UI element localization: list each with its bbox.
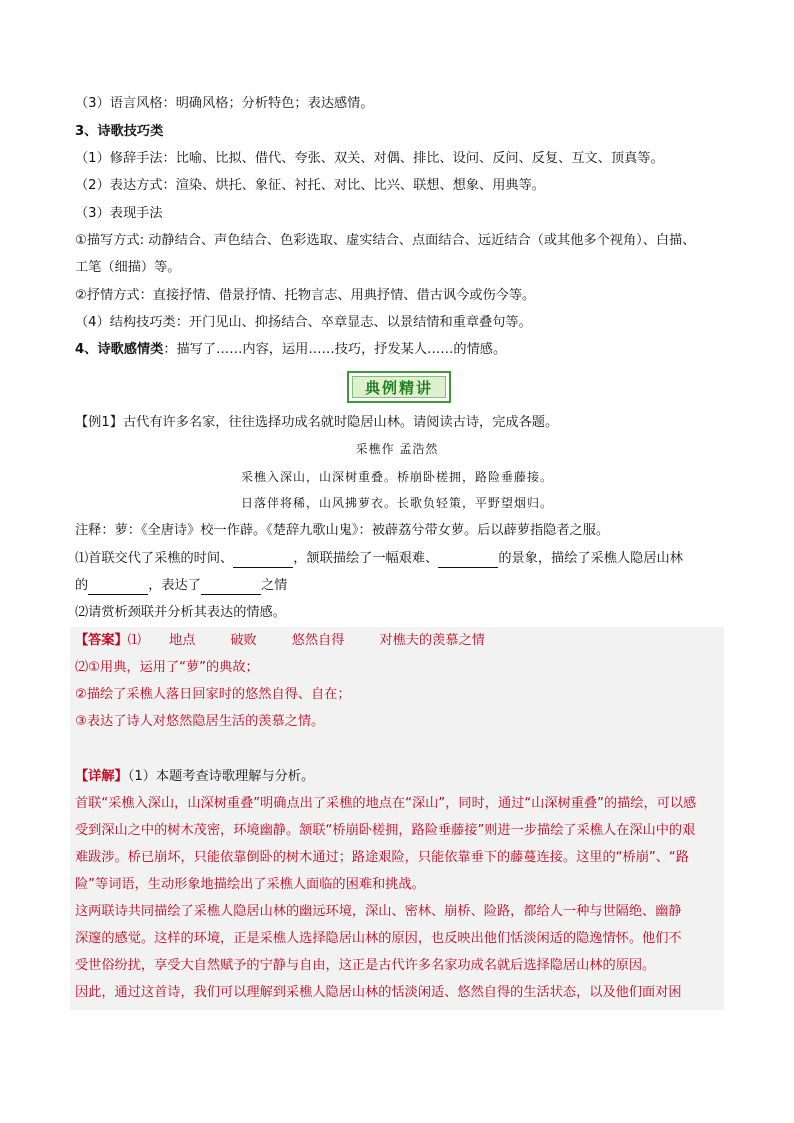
answer-3: 悠然自得 [291, 633, 345, 648]
lyric-methods-line: ②抒情方式：直接抒情、借景抒情、托物言志、用典抒情、借古讽今或伤今等。 [75, 288, 536, 303]
answer-2-line-2: ②描绘了采樵人落日回家时的悠然自得、自在； [75, 687, 351, 702]
answer-4: 对樵夫的羡慕之情 [379, 633, 485, 648]
detail-para-7: 受世俗纷扰，享受大自然赋予的宁静与自由，这正是古代许多名家功成名就后选择隐居山林的原因。 [75, 958, 656, 973]
blank-2[interactable] [438, 553, 498, 568]
detail-head-line [75, 768, 314, 786]
expression-line: （2）表达方式：渲染、烘托、象征、衬托、对比、比兴、联想、想象、用典等。 [75, 178, 545, 193]
detail-para-2: 受到深山之中的树木茂密，环境幽静。颔联“桥崩卧槎拥，路险垂藤接”则进一步描绘了采樵人在深山中的艰 [75, 823, 696, 838]
detail-para-6: 深邃的感觉。这样的环境，正是采樵人选择隐居山林的原因，也反映出他们恬淡闲适的隐逸情怀。他们不 [75, 931, 682, 946]
question-1-part-e: ，表达了 [148, 578, 201, 593]
answer-number: ⑴ [127, 633, 141, 648]
detail-para-1: 首联“采樵入深山，山深树重叠”明确点出了采樵的地点在“深山”，同时，通过“山深树重叠”的描绘，可以感 [75, 796, 697, 811]
emotion-line [75, 341, 506, 359]
question-1-part-a: ⑴首联交代了采樵的时间、 [75, 551, 234, 566]
emotion-text: ：描写了……内容，运用……技巧，抒发某人……的情感。 [163, 342, 507, 357]
description-methods-line: ①描写方式: 动静结合、声色结合、色彩选取、虚实结合、点面结合、远近结合（或其他多个视角）、白描、 [75, 233, 696, 248]
answer-2-line-1: ⑵①用典，运用了“萝”的典故； [75, 660, 259, 675]
answer-2: 破败 [230, 633, 257, 648]
detail-para-3: 难跋涉。桥已崩坏，只能依靠倒卧的树木通过；路途艰险，只能依靠垂下的藤蔓连接。这里的“桥崩”、“路 [75, 850, 689, 865]
description-methods-cont: 工笔（细描）等。 [75, 260, 181, 275]
question-1-part-d: 的 [75, 578, 89, 593]
language-style-line: （3）语言风格：明确风格；分析特色；表达感情。 [75, 96, 374, 111]
answer-2-line-3: ③表达了诗人对悠然隐居生活的羡慕之情。 [75, 714, 325, 729]
poem-line-1: 采樵入深山，山深树重叠。桥崩卧槎拥，路险垂藤接。 [240, 470, 553, 484]
blank-4[interactable] [201, 580, 261, 595]
question-1-part-b: ，颔联描绘了一幅艰难、 [293, 551, 439, 566]
example-intro-line [75, 414, 558, 432]
section-heading-poetry-emotion: 4、诗歌感情类 [75, 342, 164, 357]
detail-tag: 【详解】 [75, 769, 128, 784]
example-intro: 古代有许多名家，往往选择功成名就时隐居山林。请阅读古诗，完成各题。 [122, 415, 559, 430]
rhetoric-line: （1）修辞手法：比喻、比拟、借代、夸张、双关、对偶、排比、设问、反问、反复、互文、顶真等。 [75, 151, 664, 166]
poem-line-2: 日落伴将稀，山风拂萝衣。长歌负轻策，平野望烟归。 [240, 496, 553, 510]
answer-line-1 [75, 632, 485, 650]
detail-head: （1）本题考查诗歌理解与分析。 [127, 769, 315, 784]
presentation-heading: （3）表现手法 [75, 206, 163, 221]
blank-3[interactable] [88, 580, 148, 595]
section-heading-poetry-techniques: 3、诗歌技巧类 [75, 124, 164, 139]
answer-tag: 【答案】 [75, 633, 128, 648]
poem-title: 采樵作 孟浩然 [355, 442, 439, 456]
question-1-line-2 [75, 577, 287, 595]
answer-1: 地点 [168, 633, 196, 648]
poem-note: 注释：萝：《全唐诗》校一作薜。《楚辞九歌山鬼》：被薜荔兮带女萝。后以薜萝指隐者之服。 [75, 523, 610, 538]
question-2: ⑵请赏析颈联并分析其表达的情感。 [75, 605, 286, 620]
detail-para-8: 因此，通过这首诗，我们可以理解到采樵人隐居山林的恬淡闲适、悠然自得的生活状态，以及他们面对困 [75, 985, 682, 1000]
structure-line: （4）结构技巧类：开门见山、抑扬结合、卒章显志、以景结情和重章叠句等。 [75, 315, 532, 330]
example-banner [347, 371, 451, 403]
question-1-part-c: 的景象，描绘了采樵人隐居山林 [498, 551, 683, 566]
example-banner-label: 典例精讲 [352, 376, 446, 398]
example-tag: 【例1】 [75, 415, 123, 430]
detail-para-4: 险”等词语，生动形象地描绘出了采樵人面临的困难和挑战。 [75, 877, 425, 892]
question-1-line-1 [75, 550, 683, 568]
blank-1[interactable] [233, 553, 293, 568]
question-1-part-f: 之情 [260, 578, 288, 593]
answer-shaded-region [70, 627, 724, 1010]
detail-para-5: 这两联诗共同描绘了采樵人隐居山林的幽远环境，深山、密林、崩桥、险路，都给人一种与世隔绝、幽静 [75, 904, 682, 919]
